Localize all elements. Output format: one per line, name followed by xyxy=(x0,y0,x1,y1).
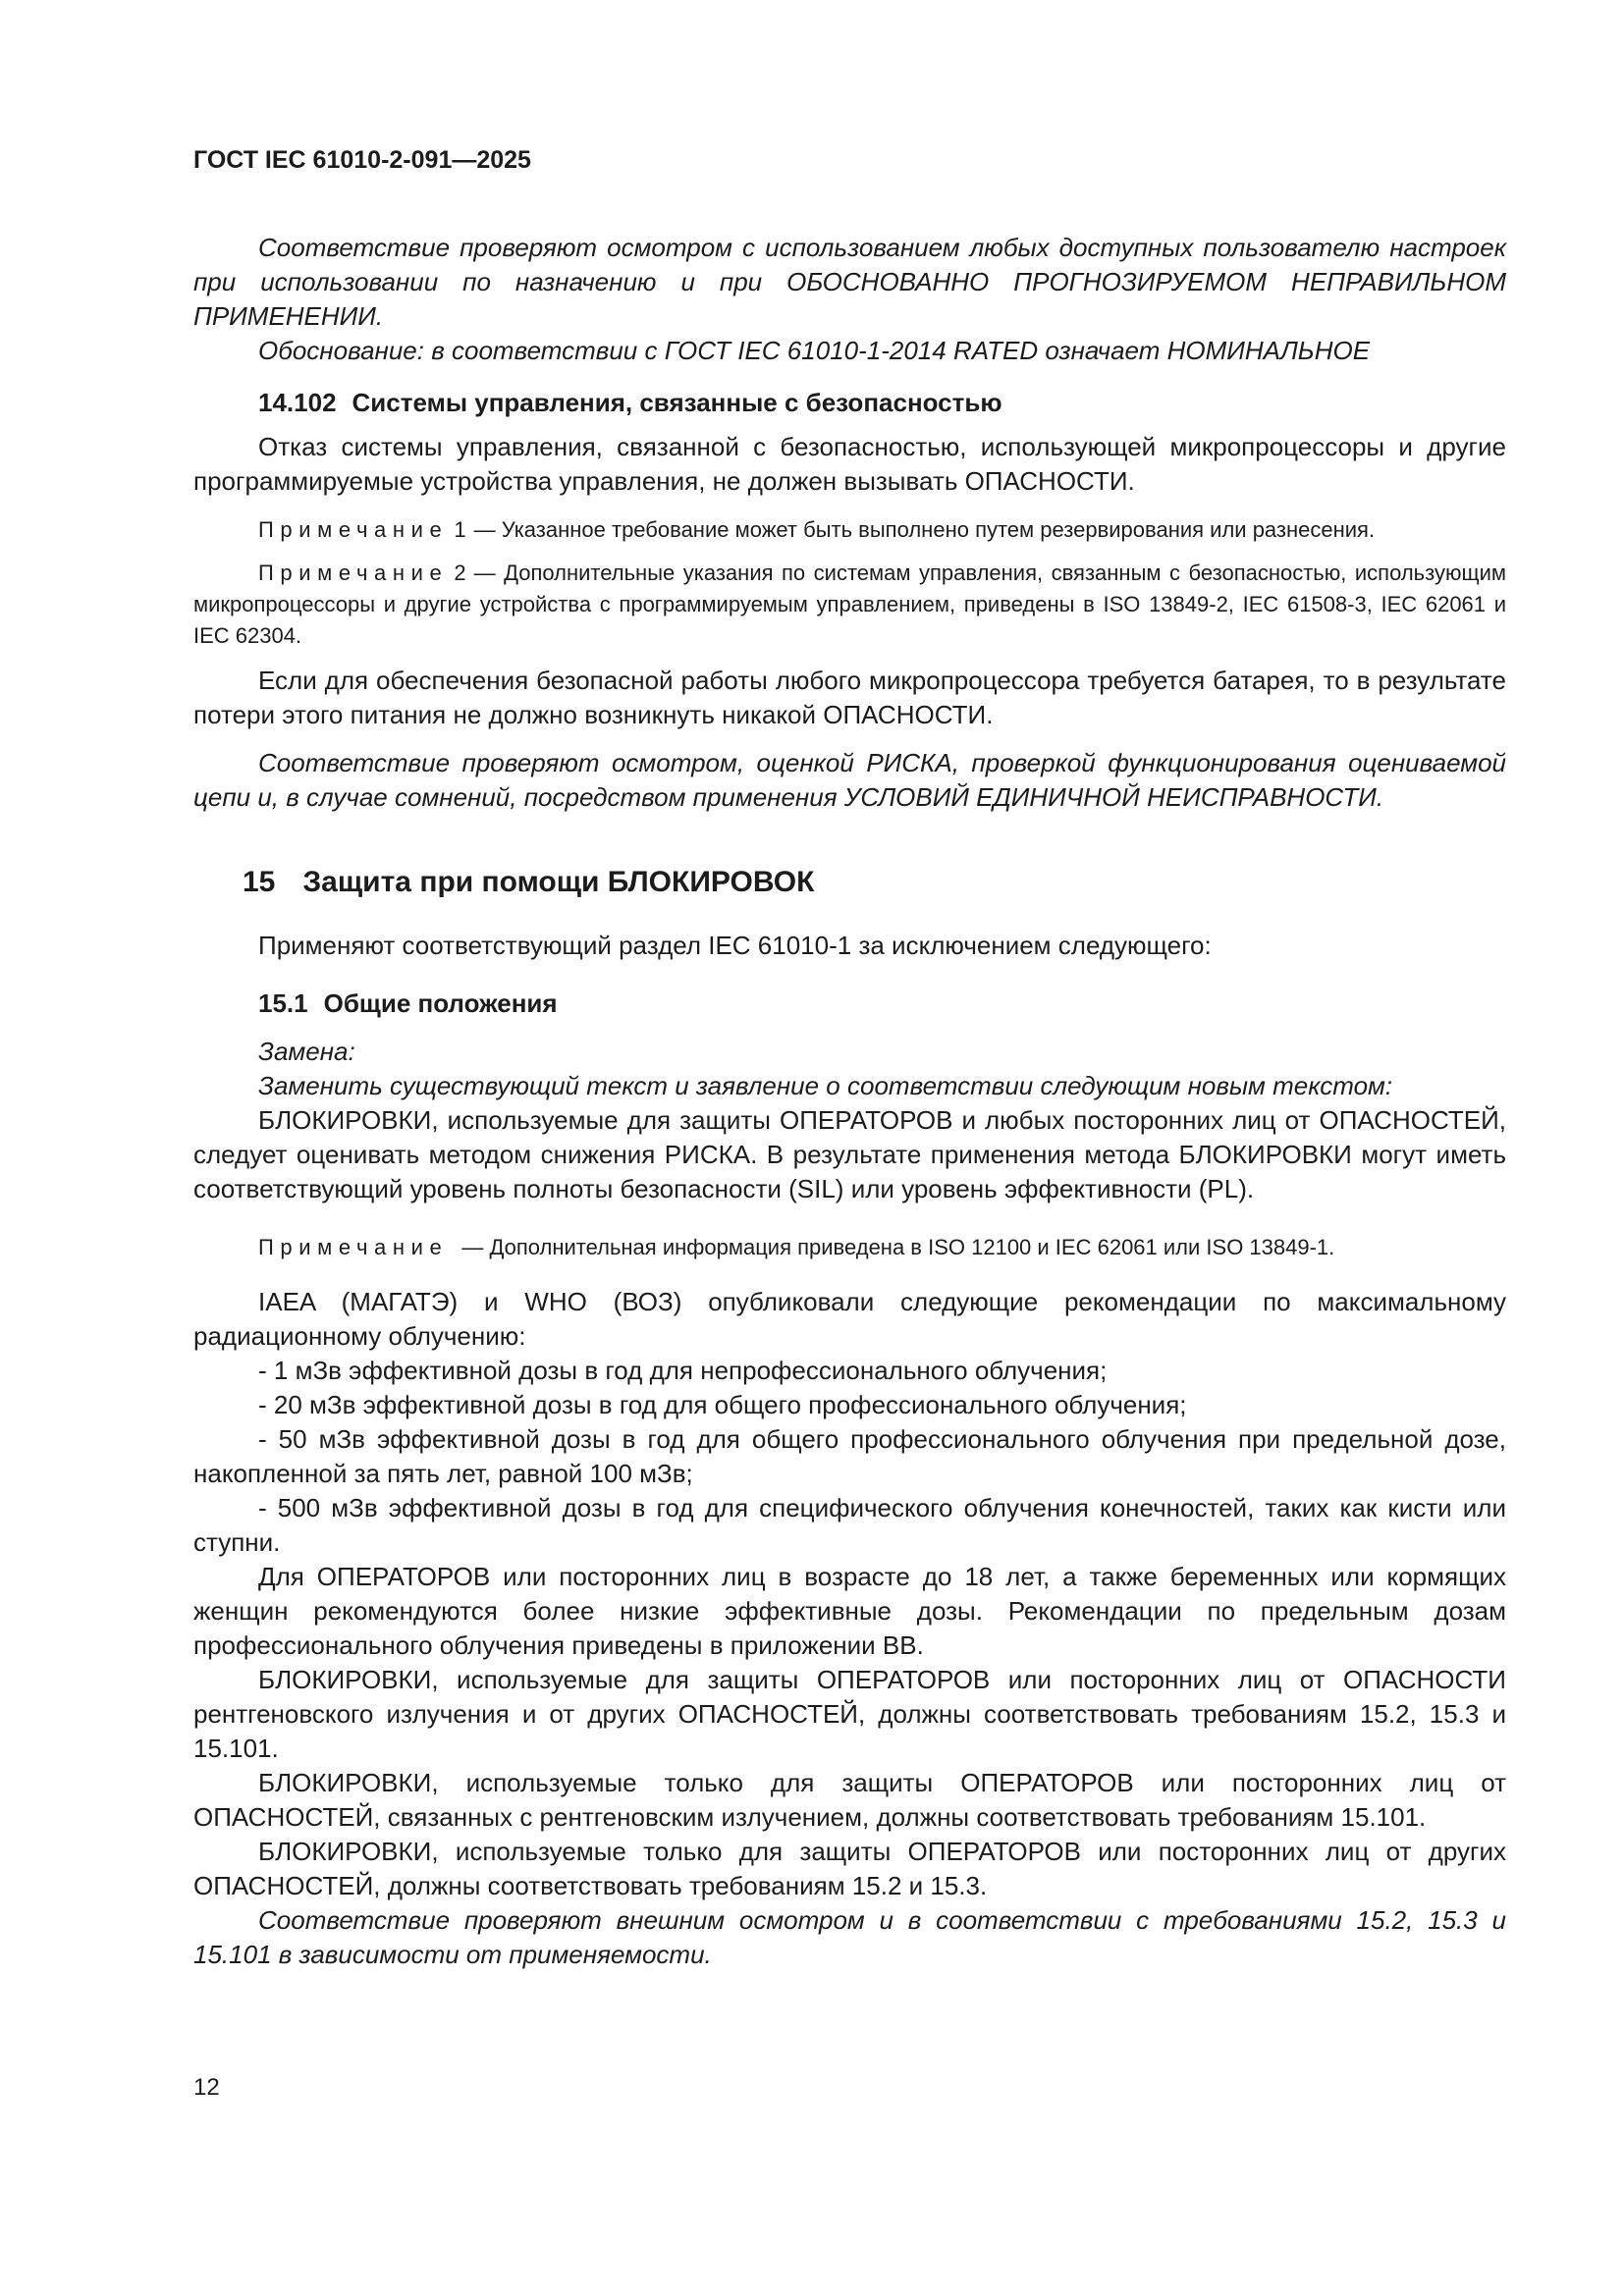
document-code-header: ГОСТ IEC 61010-2-091—2025 xyxy=(193,146,531,174)
list-item-dose-500: - 500 мЗв эффективной дозы в год для специфического облучения конечностей, таких как кисти или ступни. xyxy=(193,1493,1506,1557)
note-1-number: 1 xyxy=(454,517,466,542)
paragraph-interlocks-xray-only: БЛОКИРОВКИ, используемые только для защиты ОПЕРАТОРОВ или посторонних лиц от ОПАСНОСТЕЙ, связанных с рентгеновским излучением, должны соответствовать требованиям 15.101. xyxy=(193,1768,1506,1832)
heading-14-102-title: Системы управления, связанные с безопасностью xyxy=(352,388,1002,417)
note-2-text: — Дополнительные указания по системам управления, связанным с безопасностью, использующим микропроцессоры и другие устройства с программируемым управлением, приведены в ISO 13849-2, IEC 61508-3, IEC 62061 и IEC 62304. xyxy=(193,561,1506,648)
heading-15-number: 15 xyxy=(243,866,276,898)
paragraph-compliance-final: Соответствие проверяют внешним осмотром и в соответствии с требованиями 15.2, 15.3 и 15.101 в зависимости от применяемости. xyxy=(193,1905,1506,1969)
note-3-text: — Дополнительная информация приведена в ISO 12100 и IEC 62061 или ISO 13849-1. xyxy=(461,1235,1335,1259)
note-1 xyxy=(193,514,1506,546)
paragraph-interlocks-risk-method: БЛОКИРОВКИ, используемые для защиты ОПЕРАТОРОВ и любых посторонних лиц от ОПАСНОСТЕЙ, следует оценивать методом снижения РИСКА. В результате применения метода БЛОКИРОВКИ могут иметь соответствующий уровень полноты безопасности (SIL) или уровень эффективности (PL). xyxy=(193,1105,1506,1203)
heading-15-1-title: Общие положения xyxy=(323,988,558,1018)
paragraph-interlocks-other-only: БЛОКИРОВКИ, используемые только для защиты ОПЕРАТОРОВ или посторонних лиц от других ОПАСНОСТЕЙ, должны соответствовать требованиям 15.2 и 15.3. xyxy=(193,1837,1506,1900)
paragraph-interlocks-xray-and-other: БЛОКИРОВКИ, используемые для защиты ОПЕРАТОРОВ или посторонних лиц от ОПАСНОСТИ рентгеновского излучения и от других ОПАСНОСТЕЙ, должны соответствовать требованиям 15.2, 15.3 и 15.101. xyxy=(193,1665,1506,1763)
note-1-text: — Указанное требование может быть выполнено путем резервирования или разнесения. xyxy=(473,517,1376,542)
paragraph-iaea-who-recommendations: IAEA (МАГАТЭ) и WHO (ВОЗ) опубликовали следующие рекомендации по максимальному радиационному облучению: xyxy=(193,1287,1506,1351)
note-2-label: Примечание xyxy=(258,561,449,585)
list-item-dose-50: - 50 мЗв эффективной дозы в год для общего профессионального облучения при предельной дозе, накопленной за пять лет, равной 100 мЗв; xyxy=(193,1424,1506,1488)
note-1-label: Примечание xyxy=(258,517,449,542)
list-item-dose-1: - 1 мЗв эффективной дозы в год для непрофессионального облучения; xyxy=(258,1356,1108,1385)
heading-14-102 xyxy=(193,386,1506,420)
paragraph-under-18-doses: Для ОПЕРАТОРОВ или посторонних лиц в возрасте до 18 лет, а также беременных или кормящих женщин рекомендуются более низкие эффективные дозы. Рекомендации по предельным дозам профессионального облучения приведены в приложении BB. xyxy=(193,1562,1506,1660)
list-item-dose-20: - 20 мЗв эффективной дозы в год для общего профессионального облучения; xyxy=(258,1390,1187,1419)
paragraph-apply-section: Применяют соответствующий раздел IEC 61010-1 за исключением следующего: xyxy=(258,931,1212,960)
heading-14-102-number: 14.102 xyxy=(258,388,337,417)
note-2 xyxy=(193,558,1506,652)
paragraph-microprocessor-battery: Если для обеспечения безопасной работы любого микропроцессора требуется батарея, то в результате потери этого питания не должно возникнуть никакой ОПАСНОСТИ. xyxy=(193,666,1506,729)
page-number: 12 xyxy=(193,2074,220,2101)
note-2-number: 2 xyxy=(454,561,466,585)
paragraph-replace-instruction: Заменить существующий текст и заявление о соответствии следующим новым текстом: xyxy=(258,1071,1393,1100)
paragraph-control-system-failure: Отказ системы управления, связанной с безопасностью, использующей микропроцессоры и другие программируемые устройства управления, не должен вызывать ОПАСНОСТИ. xyxy=(193,432,1506,496)
heading-15-1-number: 15.1 xyxy=(258,988,308,1018)
paragraph-replacement-label: Замена: xyxy=(258,1037,355,1066)
heading-15-1 xyxy=(193,987,1506,1021)
heading-15 xyxy=(193,862,1506,903)
note-3 xyxy=(193,1232,1506,1263)
paragraph-compliance-risk-check: Соответствие проверяют осмотром, оценкой РИСКА, проверкой функционирования оцениваемой цепи и, в случае сомнений, посредством применения УСЛОВИЙ ЕДИНИЧНОЙ НЕИСПРАВНОСТИ. xyxy=(193,748,1506,812)
paragraph-justification: Обоснование: в соответствии с ГОСТ IEC 61010-1-2014 RATED означает НОМИНАЛЬНОЕ xyxy=(258,336,1371,365)
heading-15-title: Защита при помощи БЛОКИРОВОК xyxy=(302,866,815,898)
paragraph-compliance-settings: Соответствие проверяют осмотром с использованием любых доступных пользователю настроек при использовании по назначению и при ОБОСНОВАННО ПРОГНОЗИРУЕМОМ НЕПРАВИЛЬНОМ ПРИМЕНЕНИИ. xyxy=(193,233,1506,331)
note-3-label: Примечание xyxy=(258,1235,449,1259)
